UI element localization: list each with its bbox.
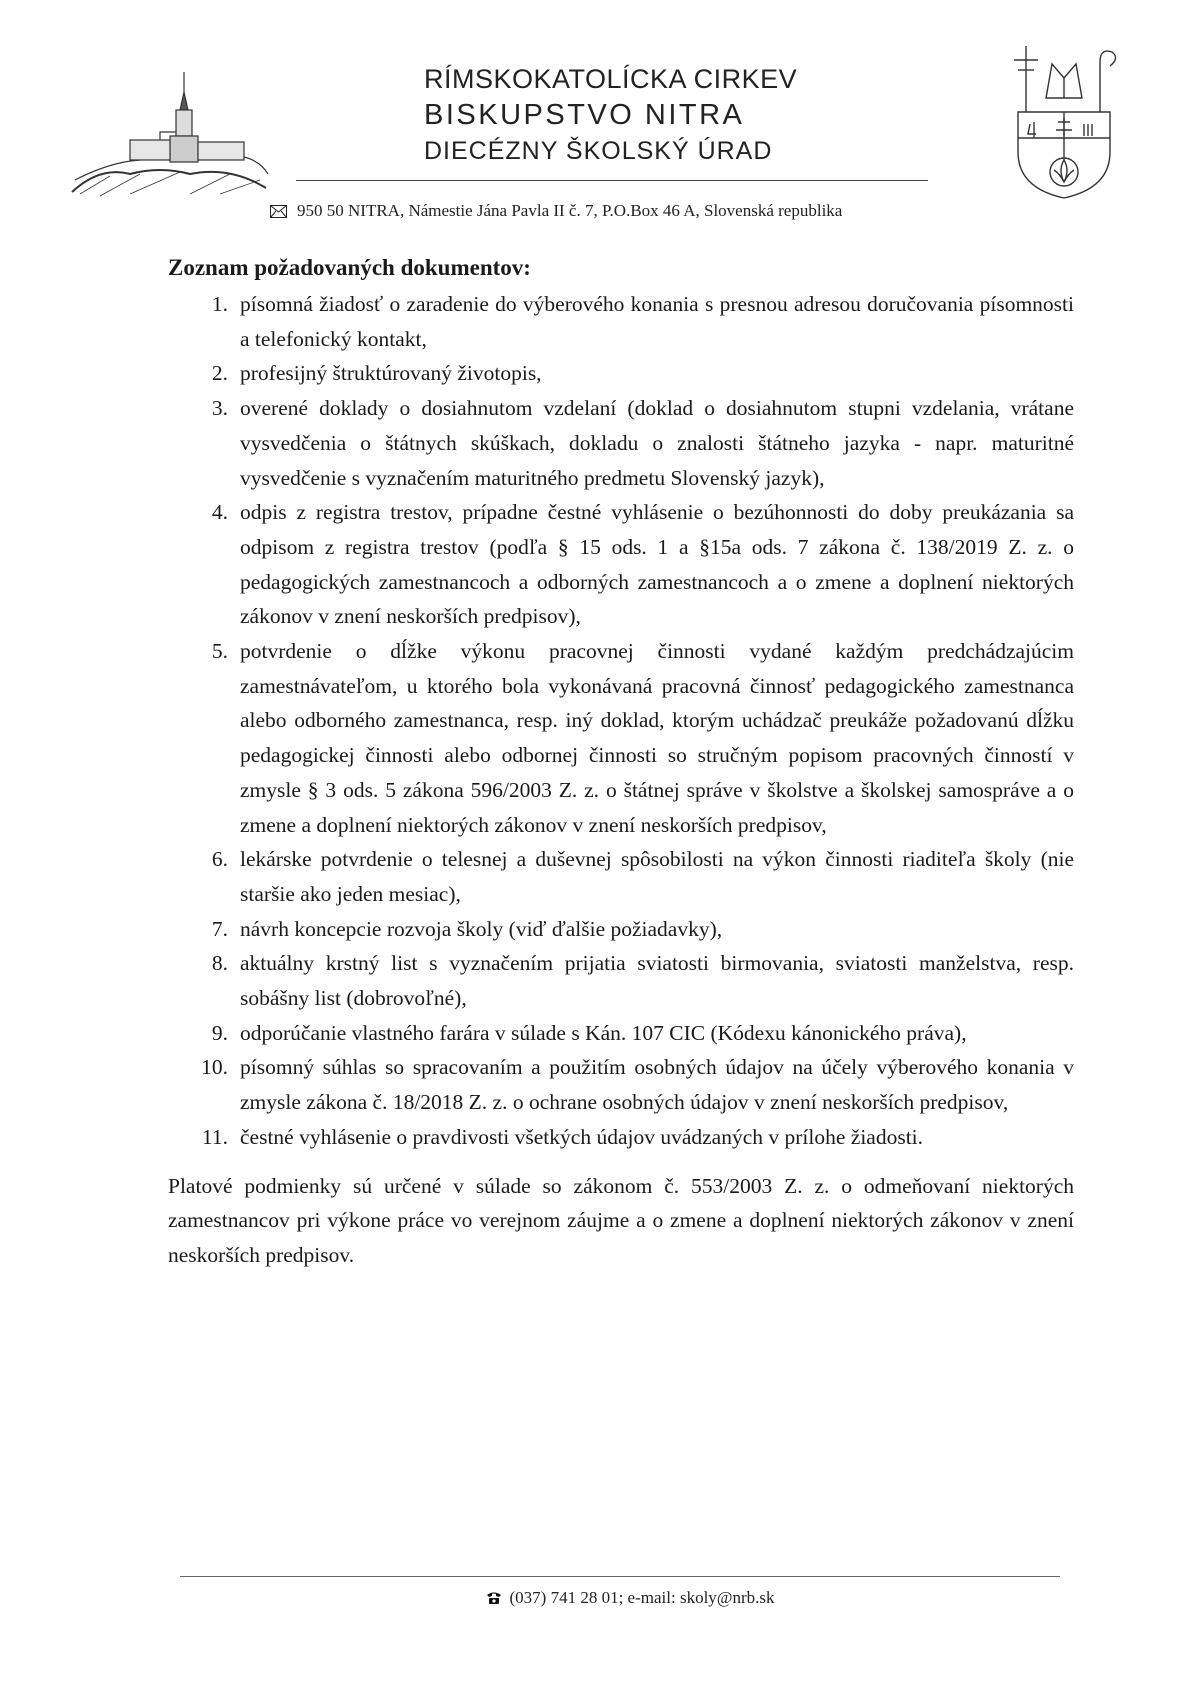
item-number: 11. <box>201 1124 228 1149</box>
list-item <box>168 287 1074 356</box>
item-text: potvrdenie o dĺžke výkonu pracovnej činnosti vydané každým predchádzajúcim zamestnávateľom, u ktorého bola vykonávaná pracovná činnosť pedagogického zamestnanca alebo odborného zamestnanca, resp. iný doklad, ktorým uchádzač preukáže požadovanú dĺžku pedagogickej činnosti alebo odbornej činnosti so stručným popisom pracovných činností v zmysle § 3 ods. 5 zákona 596/2003 Z. z. o štátnej správe v školstve a školskej samospráve a o zmene a doplnení niektorých zákonov v znení neskorších predpisov, <box>240 639 1074 837</box>
item-text: aktuálny krstný list s vyznačením prijatia sviatosti birmovania, sviatosti manželstva, resp. sobášny list (dobrovoľné), <box>240 951 1074 1011</box>
page-footer <box>0 1588 1190 1610</box>
item-text: lekárske potvrdenie o telesnej a duševnej spôsobilosti na výkon činnosti riaditeľa školy (nie staršie ako jeden mesiac), <box>240 847 1074 906</box>
item-text: čestné vyhlásenie o pravdivosti všetkých údajov uvádzaných v prílohe žiadosti. <box>240 1124 924 1149</box>
list-item <box>168 912 1074 947</box>
item-text: profesijný štruktúrovaný životopis, <box>240 361 542 386</box>
item-number: 6. <box>211 847 228 872</box>
item-number: 1. <box>211 292 228 316</box>
telephone-icon <box>486 1591 502 1605</box>
list-item <box>168 1120 1074 1155</box>
address-text: 950 50 NITRA, Námestie Jána Pavla II č. 7, P.O.Box 46 A, Slovenská republika <box>297 201 843 220</box>
letterhead <box>0 0 1190 240</box>
header-divider <box>296 180 928 181</box>
item-number: 2. <box>211 361 228 386</box>
item-number: 10. <box>201 1055 228 1080</box>
item-text: písomný súhlas so spracovaním a použitím osobných údajov na účely výberového konania v zmysle zákona č. 18/2018 Z. z. o ochrane osobných údajov v znení neskorších predpisov, <box>240 1055 1074 1115</box>
item-text: odpis z registra trestov, prípadne čestné vyhlásenie o bezúhonnosti do doby preukázania sa odpisom z registra trestov (podľa § 15 ods. 1 a §15a ods. 7 zákona č. 138/2019 Z. z. o pedagogických zamestnancoch a odborných zamestnancoch a o zmene a doplnení niektorých zákonov v znení neskorších predpisov), <box>240 500 1074 629</box>
item-number: 3. <box>211 396 228 421</box>
item-number: 7. <box>211 916 228 941</box>
item-text: písomná žiadosť o zaradenie do výberového konania s presnou adresou doručovania písomnosti a telefonický kontakt, <box>240 292 1074 351</box>
org-office-name: DIECÉZNY ŠKOLSKÝ ÚRAD <box>424 137 773 165</box>
list-heading: Zoznam požadovaných dokumentov: <box>168 255 531 280</box>
footer-contact: (037) 741 28 01; e-mail: skoly@nrb.sk <box>509 1588 775 1607</box>
item-number: 5. <box>211 639 228 664</box>
required-documents-list <box>168 287 1074 1155</box>
list-item <box>168 1050 1074 1119</box>
org-church-name: RÍMSKOKATOLÍCKA CIRKEV <box>424 64 798 94</box>
list-item <box>168 391 1074 495</box>
nitra-castle-drawing <box>70 70 270 200</box>
list-item <box>168 634 1074 842</box>
item-number: 9. <box>211 1020 228 1045</box>
org-diocese-name: BISKUPSTVO NITRA <box>424 99 745 131</box>
list-item <box>168 946 1074 1015</box>
item-text: odporúčanie vlastného farára v súlade s Kán. 107 CIC (Kódexu kánonického práva), <box>240 1020 967 1045</box>
list-item <box>168 842 1074 911</box>
list-item <box>168 356 1074 391</box>
list-item <box>168 495 1074 634</box>
item-text: návrh koncepcie rozvoja školy (viď ďalšie požiadavky), <box>240 916 723 941</box>
postal-address <box>270 200 842 222</box>
footer-divider <box>180 1576 1060 1577</box>
envelope-icon <box>270 205 287 218</box>
organization-name <box>424 62 797 168</box>
list-item <box>168 1016 1074 1051</box>
salary-conditions-paragraph: Platové podmienky sú určené v súlade so zákonom č. 553/2003 Z. z. o odmeňovaní niektorých zamestnancov pri výkone práce vo verejnom záujme a o zmene a doplnení niektorých zákonov v znení neskorších predpisov. <box>168 1173 1074 1267</box>
diocese-coat-of-arms <box>1000 42 1128 202</box>
item-text: overené doklady o dosiahnutom vzdelaní (doklad o dosiahnutom stupni vzdelania, vrátane vysvedčenia o štátnych skúškach, dokladu o znalosti štátneho jazyka - napr. maturitné vysvedčenie s vyznačením maturitného predmetu Slovenský jazyk), <box>240 396 1074 490</box>
document-body <box>168 253 1074 1273</box>
item-number: 8. <box>211 951 228 976</box>
item-number: 4. <box>211 500 228 525</box>
